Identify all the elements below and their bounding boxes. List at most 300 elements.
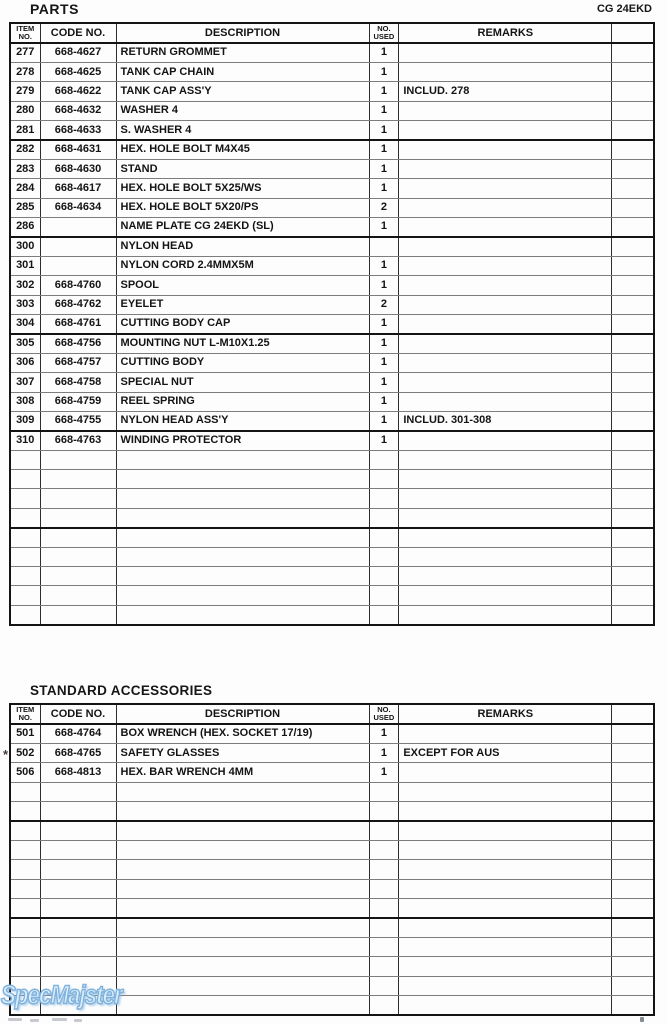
cell-item xyxy=(10,528,40,547)
cell-blank xyxy=(612,237,654,256)
cell-desc xyxy=(116,879,369,898)
cell-item xyxy=(10,547,40,566)
cell-remarks xyxy=(399,995,612,1014)
cell-blank xyxy=(612,373,654,392)
cell-desc: S. WASHER 4 xyxy=(116,121,369,140)
cell-used: 2 xyxy=(369,198,399,217)
footnote-asterisk: * xyxy=(3,747,9,762)
cell-item xyxy=(10,508,40,527)
cell-item xyxy=(10,586,40,605)
cell-code: 668-4759 xyxy=(40,392,116,411)
col-header-code-no: CODE NO. xyxy=(40,704,116,724)
cell-blank xyxy=(612,334,654,353)
cell-remarks xyxy=(399,470,612,489)
cell-used xyxy=(369,860,399,879)
cell-used: 1 xyxy=(369,373,399,392)
cell-remarks xyxy=(399,431,612,450)
cell-remarks xyxy=(399,62,612,81)
cell-used: 1 xyxy=(369,43,399,62)
cell-item: 278 xyxy=(10,62,40,81)
table-row xyxy=(10,237,654,256)
cell-remarks xyxy=(399,43,612,62)
col-header-remarks: REMARKS xyxy=(399,23,612,43)
table-row xyxy=(10,353,654,372)
table-row xyxy=(10,101,654,120)
cell-desc xyxy=(116,586,369,605)
table-row xyxy=(10,276,654,295)
cell-remarks xyxy=(399,802,612,821)
table-row xyxy=(10,763,654,782)
model-code-label: CG 24EKD xyxy=(596,3,652,15)
cell-remarks xyxy=(399,295,612,314)
cell-blank xyxy=(612,62,654,81)
cell-desc xyxy=(116,470,369,489)
cell-used xyxy=(369,605,399,624)
cell-used: 1 xyxy=(369,724,399,743)
cell-desc: SAFETY GLASSES xyxy=(116,743,369,762)
table-row xyxy=(10,62,654,81)
cell-code xyxy=(40,567,116,586)
cell-remarks xyxy=(399,724,612,743)
cell-desc xyxy=(116,782,369,801)
cell-remarks xyxy=(399,957,612,976)
cell-item xyxy=(10,489,40,508)
table-row xyxy=(10,314,654,333)
cell-code: 668-4632 xyxy=(40,101,116,120)
cell-blank xyxy=(612,179,654,198)
cell-used: 1 xyxy=(369,392,399,411)
table-row xyxy=(10,802,654,821)
table-row xyxy=(10,121,654,140)
cell-blank xyxy=(612,411,654,430)
cell-remarks: INCLUD. 301-308 xyxy=(399,411,612,430)
cell-blank xyxy=(612,43,654,62)
cell-blank xyxy=(612,218,654,237)
cell-code: 668-4617 xyxy=(40,179,116,198)
cell-desc: HEX. HOLE BOLT 5X25/WS xyxy=(116,179,369,198)
cell-code xyxy=(40,821,116,840)
cell-blank xyxy=(612,547,654,566)
used-header-line2: USED xyxy=(373,32,395,41)
page-title: PARTS xyxy=(30,1,79,17)
cell-blank xyxy=(612,140,654,159)
cell-blank xyxy=(612,198,654,217)
cell-code: 668-4764 xyxy=(40,724,116,743)
cell-remarks xyxy=(399,276,612,295)
cell-item: 281 xyxy=(10,121,40,140)
cell-blank xyxy=(612,159,654,178)
cell-desc: NYLON HEAD ASS'Y xyxy=(116,411,369,430)
cell-code xyxy=(40,528,116,547)
cell-blank xyxy=(612,82,654,101)
table-row xyxy=(10,567,654,586)
cell-blank xyxy=(612,256,654,275)
cell-remarks xyxy=(399,218,612,237)
table-row xyxy=(10,256,654,275)
cell-code xyxy=(40,937,116,956)
cell-desc: RETURN GROMMET xyxy=(116,43,369,62)
cell-item xyxy=(10,802,40,821)
cell-remarks xyxy=(399,314,612,333)
cell-remarks xyxy=(399,392,612,411)
parts-header-row xyxy=(10,23,654,43)
cell-code xyxy=(40,586,116,605)
cell-used xyxy=(369,237,399,256)
cell-blank xyxy=(612,860,654,879)
table-row xyxy=(10,586,654,605)
table-row xyxy=(10,879,654,898)
cell-code xyxy=(40,489,116,508)
cell-remarks xyxy=(399,605,612,624)
cell-code xyxy=(40,450,116,469)
cell-used xyxy=(369,528,399,547)
cell-remarks xyxy=(399,508,612,527)
cell-desc: WASHER 4 xyxy=(116,101,369,120)
cell-desc xyxy=(116,957,369,976)
cell-blank xyxy=(612,724,654,743)
table-row xyxy=(10,840,654,859)
accessories-table xyxy=(9,703,655,1016)
col-header-no-used xyxy=(369,704,399,724)
cell-remarks xyxy=(399,547,612,566)
table-row xyxy=(10,431,654,450)
table-row xyxy=(10,528,654,547)
cell-used: 1 xyxy=(369,431,399,450)
cell-used: 1 xyxy=(369,62,399,81)
table-row xyxy=(10,489,654,508)
cell-blank xyxy=(612,918,654,937)
cell-used xyxy=(369,567,399,586)
cell-blank xyxy=(612,121,654,140)
col-header-item-no xyxy=(10,704,40,724)
cell-code: 668-4625 xyxy=(40,62,116,81)
cell-code: 668-4763 xyxy=(40,431,116,450)
cell-item: 285 xyxy=(10,198,40,217)
table-row xyxy=(10,547,654,566)
cell-remarks: EXCEPT FOR AUS xyxy=(399,743,612,762)
cell-code xyxy=(40,957,116,976)
cell-used xyxy=(369,547,399,566)
cell-used xyxy=(369,508,399,527)
cell-desc xyxy=(116,821,369,840)
cell-blank xyxy=(612,353,654,372)
cell-desc: BOX WRENCH (HEX. SOCKET 17/19) xyxy=(116,724,369,743)
cell-code: 668-4765 xyxy=(40,743,116,762)
cell-used xyxy=(369,879,399,898)
cell-remarks xyxy=(399,373,612,392)
artifact-mark xyxy=(640,1017,644,1022)
cell-used xyxy=(369,899,399,918)
cell-blank xyxy=(612,586,654,605)
table-row xyxy=(10,821,654,840)
cell-desc xyxy=(116,547,369,566)
cell-remarks xyxy=(399,528,612,547)
used-header-line2: USED xyxy=(373,713,395,722)
cell-blank xyxy=(612,431,654,450)
cell-code xyxy=(40,802,116,821)
cell-remarks xyxy=(399,334,612,353)
artifact-mark xyxy=(74,1019,82,1022)
cell-desc xyxy=(116,995,369,1014)
cell-item: 284 xyxy=(10,179,40,198)
cell-used: 1 xyxy=(369,314,399,333)
table-row xyxy=(10,140,654,159)
cell-remarks xyxy=(399,256,612,275)
cell-blank xyxy=(612,743,654,762)
cell-blank xyxy=(612,295,654,314)
cell-remarks: INCLUD. 278 xyxy=(399,82,612,101)
table-row xyxy=(10,605,654,624)
cell-desc xyxy=(116,450,369,469)
cell-item: 286 xyxy=(10,218,40,237)
cell-desc xyxy=(116,528,369,547)
table-row xyxy=(10,860,654,879)
col-header-remarks: REMARKS xyxy=(399,704,612,724)
cell-used xyxy=(369,821,399,840)
table-row xyxy=(10,899,654,918)
cell-blank xyxy=(612,782,654,801)
cell-code: 668-4622 xyxy=(40,82,116,101)
col-header-blank xyxy=(612,23,654,43)
cell-desc: CUTTING BODY CAP xyxy=(116,314,369,333)
table-row xyxy=(10,743,654,762)
cell-used: 1 xyxy=(369,411,399,430)
cell-item: 279 xyxy=(10,82,40,101)
cell-remarks xyxy=(399,976,612,995)
cutoff-text-artifacts xyxy=(0,1017,667,1024)
cell-code: 668-4756 xyxy=(40,334,116,353)
cell-blank xyxy=(612,392,654,411)
table-row xyxy=(10,295,654,314)
table-row xyxy=(10,918,654,937)
cell-used: 1 xyxy=(369,218,399,237)
item-header-line1: ITEM xyxy=(16,705,35,714)
cell-used: 1 xyxy=(369,256,399,275)
cell-used xyxy=(369,976,399,995)
cell-blank xyxy=(612,489,654,508)
cell-used: 1 xyxy=(369,353,399,372)
cell-code xyxy=(40,237,116,256)
item-header-line1: ITEM xyxy=(16,24,35,33)
cell-item: 280 xyxy=(10,101,40,120)
cell-code xyxy=(40,605,116,624)
table-row xyxy=(10,450,654,469)
cell-used: 1 xyxy=(369,121,399,140)
cell-item xyxy=(10,879,40,898)
cell-remarks xyxy=(399,782,612,801)
cell-code: 668-4760 xyxy=(40,276,116,295)
cell-item xyxy=(10,937,40,956)
table-row xyxy=(10,373,654,392)
cell-remarks xyxy=(399,450,612,469)
cell-blank xyxy=(612,957,654,976)
cell-remarks xyxy=(399,879,612,898)
table-row xyxy=(10,179,654,198)
cell-blank xyxy=(612,528,654,547)
table-row xyxy=(10,159,654,178)
cell-code: 668-4813 xyxy=(40,763,116,782)
cell-blank xyxy=(612,450,654,469)
cell-item: 301 xyxy=(10,256,40,275)
cell-remarks xyxy=(399,489,612,508)
cell-used xyxy=(369,586,399,605)
col-header-blank xyxy=(612,704,654,724)
cell-blank xyxy=(612,802,654,821)
cell-desc xyxy=(116,918,369,937)
table-row xyxy=(10,724,654,743)
parts-table xyxy=(9,22,655,626)
cell-blank xyxy=(612,508,654,527)
cell-used: 1 xyxy=(369,82,399,101)
cell-desc: SPOOL xyxy=(116,276,369,295)
cell-blank xyxy=(612,995,654,1014)
cell-blank xyxy=(612,567,654,586)
cell-item: 506 xyxy=(10,763,40,782)
cell-item xyxy=(10,957,40,976)
used-header-line1: NO. xyxy=(377,705,391,714)
cell-desc xyxy=(116,508,369,527)
cell-code: 668-4758 xyxy=(40,373,116,392)
cell-blank xyxy=(612,879,654,898)
cell-item: 307 xyxy=(10,373,40,392)
table-row xyxy=(10,43,654,62)
cell-desc xyxy=(116,976,369,995)
cell-item: 303 xyxy=(10,295,40,314)
cell-item xyxy=(10,782,40,801)
cell-used xyxy=(369,918,399,937)
cell-item xyxy=(10,918,40,937)
cell-item xyxy=(10,840,40,859)
cell-item: 300 xyxy=(10,237,40,256)
cell-code: 668-4761 xyxy=(40,314,116,333)
cell-remarks xyxy=(399,586,612,605)
cell-desc xyxy=(116,937,369,956)
cell-code: 668-4630 xyxy=(40,159,116,178)
cell-desc xyxy=(116,489,369,508)
cell-remarks xyxy=(399,159,612,178)
accessories-title: STANDARD ACCESSORIES xyxy=(30,683,213,698)
cell-desc: NYLON CORD 2.4MMX5M xyxy=(116,256,369,275)
cell-used xyxy=(369,840,399,859)
cell-used xyxy=(369,450,399,469)
item-header-line2: NO. xyxy=(18,713,32,722)
cell-item: 282 xyxy=(10,140,40,159)
specmajster-watermark: SpecMajster xyxy=(1,979,122,1009)
cell-item: 304 xyxy=(10,314,40,333)
cell-desc: HEX. BAR WRENCH 4MM xyxy=(116,763,369,782)
cell-code: 668-4627 xyxy=(40,43,116,62)
cell-code xyxy=(40,256,116,275)
cell-code xyxy=(40,899,116,918)
cell-desc: SPECIAL NUT xyxy=(116,373,369,392)
cell-code: 668-4757 xyxy=(40,353,116,372)
cell-remarks xyxy=(399,237,612,256)
cell-used: 1 xyxy=(369,140,399,159)
cell-item xyxy=(10,821,40,840)
cell-item: 277 xyxy=(10,43,40,62)
cell-code: 668-4762 xyxy=(40,295,116,314)
cell-remarks xyxy=(399,899,612,918)
cell-desc: TANK CAP ASS'Y xyxy=(116,82,369,101)
cell-code xyxy=(40,470,116,489)
cell-desc: STAND xyxy=(116,159,369,178)
table-row xyxy=(10,334,654,353)
cell-item xyxy=(10,567,40,586)
table-row xyxy=(10,198,654,217)
artifact-mark xyxy=(52,1018,67,1021)
col-header-description: DESCRIPTION xyxy=(116,23,369,43)
table-row xyxy=(10,411,654,430)
cell-blank xyxy=(612,763,654,782)
cell-remarks xyxy=(399,140,612,159)
cell-desc xyxy=(116,840,369,859)
cell-item: 306 xyxy=(10,353,40,372)
cell-used: 1 xyxy=(369,334,399,353)
item-header-line2: NO. xyxy=(18,32,32,41)
cell-used xyxy=(369,995,399,1014)
cell-remarks xyxy=(399,821,612,840)
table-row xyxy=(10,82,654,101)
cell-desc: MOUNTING NUT L-M10X1.25 xyxy=(116,334,369,353)
cell-item: 310 xyxy=(10,431,40,450)
cell-item xyxy=(10,899,40,918)
cell-remarks xyxy=(399,198,612,217)
cell-code xyxy=(40,508,116,527)
cell-item: 308 xyxy=(10,392,40,411)
cell-desc xyxy=(116,605,369,624)
cell-blank xyxy=(612,976,654,995)
cell-desc: HEX. HOLE BOLT 5X20/PS xyxy=(116,198,369,217)
cell-code xyxy=(40,918,116,937)
cell-blank xyxy=(612,840,654,859)
cell-blank xyxy=(612,101,654,120)
cell-code xyxy=(40,547,116,566)
cell-item: 502 xyxy=(10,743,40,762)
cell-remarks xyxy=(399,918,612,937)
cell-blank xyxy=(612,937,654,956)
cell-used: 1 xyxy=(369,159,399,178)
cell-code xyxy=(40,879,116,898)
cell-item: 305 xyxy=(10,334,40,353)
cell-remarks xyxy=(399,763,612,782)
cell-remarks xyxy=(399,840,612,859)
table-row xyxy=(10,470,654,489)
cell-code xyxy=(40,860,116,879)
cell-used: 1 xyxy=(369,276,399,295)
table-row xyxy=(10,937,654,956)
cell-desc xyxy=(116,860,369,879)
cell-code xyxy=(40,840,116,859)
cell-remarks xyxy=(399,353,612,372)
cell-remarks xyxy=(399,937,612,956)
cell-code: 668-4755 xyxy=(40,411,116,430)
cell-remarks xyxy=(399,567,612,586)
artifact-mark xyxy=(30,1019,39,1022)
table-row xyxy=(10,218,654,237)
table-row xyxy=(10,782,654,801)
cell-desc xyxy=(116,802,369,821)
accessories-header-row xyxy=(10,704,654,724)
cell-blank xyxy=(612,899,654,918)
cell-remarks xyxy=(399,101,612,120)
cell-desc: NAME PLATE CG 24EKD (SL) xyxy=(116,218,369,237)
cell-used: 1 xyxy=(369,743,399,762)
artifact-mark xyxy=(8,1018,22,1021)
cell-used xyxy=(369,470,399,489)
cell-item: 302 xyxy=(10,276,40,295)
cell-desc: REEL SPRING xyxy=(116,392,369,411)
cell-used xyxy=(369,802,399,821)
